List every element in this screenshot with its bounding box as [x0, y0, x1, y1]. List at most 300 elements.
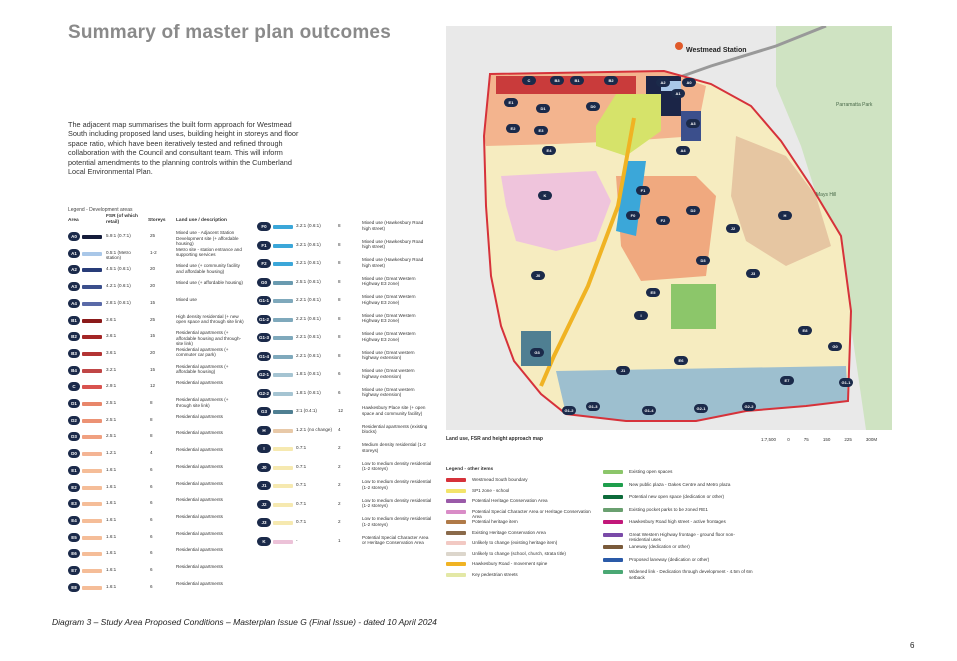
legend-description: Mixed use (Hawkesbury Road high street) — [362, 238, 424, 250]
legend-area-badge: G1-4 — [258, 353, 269, 359]
map-area-label: D2 — [686, 206, 700, 215]
legend-description: Mixed use - Adjacent Station Development site (+ affordable housing) — [176, 230, 239, 247]
other-legend-label: Great Western Highway frontage - ground floor non-residential uses — [629, 531, 735, 543]
legend-area-swatch — [82, 302, 102, 306]
legend-area-badge: A2 — [68, 265, 80, 274]
legend-storeys: 2 — [338, 519, 341, 524]
legend-area-badge: E3 — [68, 499, 80, 508]
legend-area-swatch — [273, 503, 293, 507]
other-legend-swatch — [603, 508, 623, 512]
legend-col-land: Land use / description — [176, 218, 227, 223]
other-legend-label: Existing Heritage Conservation Area — [472, 529, 546, 535]
legend-area-badge: G1-1 — [258, 298, 269, 303]
legend-description: Residential apartments — [176, 530, 223, 536]
legend-area-swatch — [82, 469, 102, 473]
legend-storeys: 8 — [150, 400, 153, 405]
legend-area-badge: F1 — [257, 241, 271, 250]
legend-heading: Legend - Development areas — [68, 207, 133, 213]
legend-description: Residential apartments — [176, 564, 223, 569]
legend-fsr: 2.9:1 — [106, 383, 117, 389]
scale-tick-label: 150 — [822, 437, 831, 442]
legend-fsr: 0.7:1 — [296, 482, 307, 487]
legend-area-badge: E6 — [68, 549, 80, 558]
legend-area-badge: J0 — [257, 463, 271, 472]
map-area-label: J0 — [531, 271, 545, 280]
other-legend-label: Potential new open space (dedication or other) — [629, 494, 724, 499]
legend-description: Mixed use (Great Western Highway E3 zone) — [362, 275, 416, 287]
legend-fsr: 3.2:1 (0.6:1) — [296, 223, 321, 228]
map-area-label: E1 — [504, 98, 518, 107]
map-area-label: G1-1 — [839, 378, 853, 387]
other-legend-swatch — [603, 570, 623, 574]
legend-description: Mixed use (Great western highway extension) — [362, 368, 415, 379]
map-area-label: G1-2 — [562, 406, 576, 415]
legend-storeys: 15 — [150, 366, 156, 372]
legend-description: Residential apartments — [176, 447, 223, 453]
other-legend-label: Hawkesbury Road - movement spine — [472, 561, 548, 566]
map-area-label: F2 — [656, 216, 670, 225]
legend-storeys: 12 — [338, 408, 344, 413]
legend-area-swatch — [273, 429, 293, 433]
masterplan-map — [446, 26, 892, 430]
legend-description: Residential apartments — [176, 580, 223, 586]
other-legend-heading: Legend - other items — [446, 467, 494, 472]
legend-storeys: 15 — [150, 333, 156, 339]
legend-description: Low to medium density residential (1-2 storeys) — [362, 497, 432, 509]
legend-area-badge: J1 — [257, 481, 271, 490]
legend-fsr: 4.5:1 (0.6:1) — [106, 266, 131, 272]
legend-description: Hawkesbury Place site (+ open space and community facility) — [362, 405, 426, 416]
legend-fsr: 2.5:1 (0.6:1) — [296, 278, 321, 284]
legend-area-badge: G1-2 — [258, 316, 269, 322]
legend-area-badge: B1 — [68, 316, 80, 325]
legend-area-badge: D1 — [68, 399, 80, 408]
legend-description: Residential apartments (+ affordable housing) — [176, 363, 229, 375]
legend-col-fsr: FSR (of which retail) — [106, 214, 138, 225]
legend-storeys: 8 — [338, 241, 341, 247]
legend-area-swatch — [82, 252, 102, 256]
legend-fsr: 2.2:1 (0.6:1) — [296, 334, 321, 339]
legend-fsr: 1.6:1 — [106, 533, 117, 539]
scale-ticks — [777, 437, 877, 442]
map-area-label: E7 — [780, 376, 794, 385]
legend-fsr: 3.6:1 — [106, 349, 117, 355]
legend-area-swatch — [273, 318, 293, 322]
legend-storeys: 2 — [338, 482, 341, 487]
legend-area-swatch — [82, 369, 102, 373]
other-legend-swatch — [603, 520, 623, 524]
legend-fsr: 3.6:1 — [106, 316, 117, 322]
legend-fsr: 2.5:1 — [106, 400, 117, 405]
legend-fsr: 1.2:1 — [106, 450, 117, 456]
other-legend-label: Potential Special Character Area or Heritage Conservation Area — [472, 508, 591, 520]
legend-storeys: 8 — [338, 334, 341, 339]
legend-area-badge: G0 — [257, 278, 271, 287]
legend-area-swatch — [273, 355, 293, 359]
legend-storeys: 6 — [150, 500, 153, 506]
map-area-label: G1-4 — [642, 406, 656, 415]
legend-area-swatch — [82, 486, 102, 490]
legend-storeys: 6 — [338, 389, 341, 395]
legend-fsr: 2.5:1 — [106, 416, 117, 422]
legend-storeys: 6 — [150, 466, 153, 472]
map-area-label: G2-2 — [742, 402, 756, 411]
map-area-label: E8 — [798, 326, 812, 335]
other-legend-swatch — [446, 520, 466, 524]
map-area-label: G0 — [828, 342, 842, 351]
legend-fsr: 2.2:1 (0.6:1) — [296, 297, 321, 302]
legend-fsr: 1.6:1 — [106, 583, 117, 589]
legend-area-swatch — [82, 536, 102, 540]
legend-fsr: 0.7:1 — [296, 463, 307, 469]
diagram-caption: Diagram 3 – Study Area Proposed Conditions – Masterplan Issue G (Final Issue) - dated 10 April 2024 — [52, 617, 437, 627]
intro-paragraph: The adjacent map summarises the built form approach for Westmead South including proposed land uses, building height in storeys and floor space ratio, which have been iteratively tested and refined through collaboration with the Council and consultant team. This will inform potential amendments to the planning controls within the Cumberland Local Environmental Plan. — [68, 120, 299, 177]
legend-storeys: 4 — [150, 450, 153, 456]
legend-area-swatch — [273, 447, 293, 451]
other-legend-label: Unlikely to change (existing heritage item) — [472, 540, 558, 545]
legend-fsr: 1.6:1 — [106, 466, 117, 472]
legend-area-badge: I — [257, 444, 271, 453]
map-area-label: G1-3 — [586, 402, 600, 411]
legend-description: Residential apartments (existing blocks) — [362, 423, 428, 435]
legend-area-swatch — [273, 392, 293, 396]
map-area-label: E5 — [646, 288, 660, 297]
legend-area-badge: F0 — [257, 222, 271, 231]
legend-fsr: 1.8:1 (0.6:1) — [296, 389, 321, 395]
other-legend-label: Potential Heritage Conservation Area — [472, 498, 548, 503]
legend-storeys: 8 — [150, 433, 153, 439]
legend-storeys: 6 — [150, 483, 153, 489]
legend-area-badge: A4 — [68, 299, 80, 308]
legend-area-swatch — [82, 569, 102, 573]
legend-storeys: 1 — [338, 537, 341, 543]
legend-area-swatch — [82, 435, 102, 439]
scale-tick-label: 225 — [844, 437, 852, 442]
legend-fsr: 3.2:1 — [106, 366, 117, 372]
legend-storeys: 8 — [338, 278, 341, 284]
legend-description: Mixed use (Great Western Highway E3 zone) — [362, 331, 416, 342]
legend-area-badge: A3 — [68, 282, 80, 291]
legend-area-swatch — [82, 385, 102, 389]
legend-fsr: 3.6:1 — [106, 333, 117, 339]
legend-area-swatch — [82, 352, 102, 356]
map-area-label: F1 — [636, 186, 650, 195]
map-area-label: E6 — [674, 356, 688, 365]
legend-fsr: 1.6:1 — [106, 567, 117, 572]
legend-area-swatch — [273, 244, 293, 248]
scale-tick-label: 75 — [803, 437, 809, 442]
legend-description: Residential apartments — [176, 430, 223, 436]
legend-description: Low to medium density residential (1-2 storeys) — [362, 460, 432, 472]
scale-tick-label: 300M — [865, 437, 878, 442]
legend-area-badge: E1 — [68, 466, 80, 475]
legend-storeys: 20 — [150, 266, 156, 272]
legend-fsr: 5.9:1 (0.7:1) — [106, 233, 131, 238]
map-area-label: J3 — [746, 269, 760, 278]
other-legend-label: Proposed laneway (dedication or other) — [629, 556, 710, 562]
legend-description: Residential apartments — [176, 480, 223, 486]
legend-area-swatch — [82, 552, 102, 556]
legend-fsr: 1.6:1 — [106, 500, 117, 506]
legend-description: Mixed use (Great Western Highway E3 zone) — [362, 294, 416, 305]
legend-fsr: 3.2:1 (0.6:1) — [296, 260, 321, 265]
other-legend-swatch — [446, 510, 466, 514]
legend-storeys: 1-2 — [150, 249, 157, 255]
other-legend-label: Potential heritage item — [472, 519, 518, 524]
legend-area-badge: K — [257, 537, 271, 546]
legend-area-badge: J3 — [257, 518, 271, 527]
map-area-label: H — [778, 211, 792, 220]
map-area-label: C — [522, 76, 536, 85]
legend-area-swatch — [82, 235, 102, 239]
page-number: 6 — [910, 641, 915, 650]
map-area-label: A3 — [686, 119, 700, 128]
legend-fsr: 2.8:1 (0.6:1) — [106, 299, 131, 305]
legend-area-swatch — [273, 225, 293, 229]
legend-description: Residential apartments — [176, 380, 223, 386]
page-title: Summary of master plan outcomes — [68, 22, 391, 43]
legend-description: Residential apartments — [176, 497, 223, 503]
map-area-label: J2 — [726, 224, 740, 233]
other-legend-swatch — [603, 545, 623, 549]
legend-area-swatch — [273, 540, 293, 544]
scale-ratio: 1:7,500 — [761, 437, 777, 442]
legend-fsr: 4.2:1 (0.6:1) — [106, 283, 131, 289]
legend-storeys: 25 — [150, 316, 156, 322]
legend-area-badge: E4 — [68, 516, 80, 525]
legend-description: Mixed use (Great Western Highway E3 zone) — [362, 312, 416, 324]
other-legend-swatch — [446, 531, 466, 535]
legend-fsr: 2.2:1 (0.6:1) — [296, 352, 321, 358]
legend-storeys: 8 — [338, 223, 341, 228]
legend-area-swatch — [82, 586, 102, 590]
legend-storeys: 12 — [150, 383, 156, 389]
legend-area-swatch — [273, 336, 293, 340]
other-legend-label: Westmead South boundary — [472, 477, 528, 482]
legend-area-swatch — [82, 519, 102, 523]
map-title: Land use, FSR and height approach map — [446, 436, 543, 442]
legend-area-badge: E8 — [68, 583, 80, 592]
legend-storeys: 6 — [150, 550, 153, 556]
legend-storeys: 8 — [338, 260, 341, 265]
legend-description: Residential apartments — [176, 413, 223, 419]
legend-description: Medium density residential (1-2 storeys) — [362, 442, 426, 453]
map-area-label: A0 — [682, 78, 696, 87]
legend-area-badge: E2 — [68, 483, 80, 492]
legend-storeys: 15 — [150, 299, 156, 305]
legend-fsr: 2.5:1 — [106, 433, 117, 439]
legend-fsr: - — [296, 537, 298, 543]
legend-storeys: 4 — [338, 426, 341, 432]
map-area-label: J1 — [616, 366, 630, 375]
other-legend-label: Key pedestrian streets — [472, 571, 518, 577]
map-area-label: I — [634, 311, 648, 320]
legend-area-badge: E5 — [68, 533, 80, 542]
legend-fsr: 0.7:1 — [296, 519, 307, 524]
other-legend-label: Existing open spaces — [629, 469, 673, 474]
legend-description: High density residential (+ new open space and through site link) — [176, 313, 244, 325]
legend-description: Potential Special Character Area or Heritage Conservation Area — [362, 534, 429, 546]
legend-fsr: 0.7:1 — [296, 445, 307, 450]
park-label: Parramatta Park — [836, 102, 873, 108]
map-area-label: K — [538, 191, 552, 200]
legend-area-swatch — [273, 466, 293, 470]
legend-description: Mixed use (Great western highway extension) — [362, 349, 415, 361]
legend-description: Mixed use (Great western highway extension) — [362, 386, 415, 398]
map-svg — [446, 26, 892, 430]
legend-area-swatch — [82, 335, 102, 339]
legend-fsr: 1.8:1 (0.6:1) — [296, 371, 321, 376]
other-legend-swatch — [603, 533, 623, 537]
legend-area-badge: H — [257, 426, 271, 435]
legend-area-swatch — [273, 373, 293, 377]
map-area-label: B1 — [570, 76, 584, 85]
legend-fsr: 1.6:1 — [106, 516, 117, 522]
legend-area-swatch — [82, 452, 102, 456]
legend-description: Mixed use (+ affordable housing) — [176, 280, 243, 286]
legend-area-swatch — [273, 521, 293, 525]
legend-storeys: 8 — [338, 297, 341, 302]
legend-fsr: 1.6:1 — [106, 483, 117, 489]
legend-fsr: 3:1 (0.4:1) — [296, 408, 317, 413]
legend-storeys: 6 — [150, 583, 153, 589]
legend-storeys: 8 — [150, 416, 153, 422]
legend-area-swatch — [82, 268, 102, 272]
other-legend-swatch — [603, 483, 623, 487]
legend-area-badge: A0 — [68, 232, 80, 241]
legend-description: Low to medium density residential (1-2 storeys) — [362, 516, 432, 527]
legend-area-badge: J2 — [257, 500, 271, 509]
legend-description: Mixed use (Hawkesbury Road high street) — [362, 257, 424, 268]
map-area-label: A2 — [656, 78, 670, 87]
legend-fsr: 0.7:1 — [296, 500, 307, 506]
legend-description: Metro site - station entrance and supporting services — [176, 246, 242, 258]
station-marker — [675, 42, 683, 50]
legend-storeys: 25 — [150, 233, 156, 238]
legend-area-badge: E7 — [68, 566, 80, 575]
legend-area-badge: F2 — [257, 259, 271, 268]
station-label: Westmead Station — [686, 47, 747, 54]
map-area-label: E3 — [534, 126, 548, 135]
other-legend-swatch — [603, 470, 623, 474]
legend-area-swatch — [273, 262, 293, 266]
scale-tick-label: 0 — [787, 437, 790, 442]
sydney-smith-park — [671, 284, 716, 329]
legend-area-swatch — [273, 281, 293, 285]
legend-area-badge: G2-1 — [258, 372, 269, 377]
legend-storeys: 8 — [338, 352, 341, 358]
legend-storeys: 8 — [338, 315, 341, 321]
legend-area-swatch — [273, 410, 293, 414]
legend-area-swatch — [82, 419, 102, 423]
legend-storeys: 20 — [150, 283, 156, 289]
other-legend-label: Hawkesbury Road high street - active frontages — [629, 519, 726, 524]
map-scale — [761, 437, 877, 442]
legend-description: Residential apartments (+ through site link) — [176, 397, 229, 408]
legend-col-storeys: Storeys — [148, 218, 166, 223]
legend-description: Mixed use — [176, 296, 197, 302]
legend-storeys: 6 — [150, 516, 153, 522]
other-legend-swatch — [446, 552, 466, 556]
legend-area-swatch — [82, 502, 102, 506]
legend-area-swatch — [82, 285, 102, 289]
other-legend-swatch — [446, 562, 466, 566]
legend-area-badge: G1-3 — [258, 335, 269, 340]
other-legend-swatch — [603, 558, 623, 562]
legend-storeys: 2 — [338, 500, 341, 506]
legend-area-badge: D0 — [68, 449, 80, 458]
other-legend-swatch — [446, 573, 466, 577]
other-legend-label: Laneway (dedication or other) — [629, 544, 690, 549]
legend-area-badge: A1 — [68, 249, 80, 258]
legend-fsr: 0.5:1 (Metro station) — [106, 249, 131, 261]
map-area-label: B2 — [604, 76, 618, 85]
legend-storeys: 20 — [150, 349, 156, 355]
map-area-label: D3 — [696, 256, 710, 265]
legend-col-area: Area — [68, 218, 79, 223]
other-legend-label: Unlikely to change (school, church, strata title) — [472, 550, 566, 556]
other-legend-label: Widened link - Dedication through development - 4.5m of 6m setback — [629, 569, 753, 580]
map-area-label: A1 — [671, 89, 685, 98]
legend-storeys: 6 — [338, 371, 341, 376]
legend-description: Low to medium density residential (1-2 storeys) — [362, 479, 432, 490]
legend-area-badge: B2 — [68, 332, 80, 341]
legend-area-swatch — [273, 299, 293, 303]
map-area-label: G2-1 — [694, 404, 708, 413]
legend-area-badge: G2-2 — [258, 390, 269, 396]
legend-description: Residential apartments — [176, 547, 223, 553]
map-area-label: E2 — [506, 124, 520, 133]
legend-area-swatch — [82, 319, 102, 323]
legend-fsr: 1.2:1 (no change) — [296, 426, 333, 432]
hill-label: Mays Hill — [816, 192, 837, 198]
map-area-label: B3 — [550, 76, 564, 85]
legend-area-badge: D3 — [68, 432, 80, 441]
legend-storeys: 2 — [338, 463, 341, 469]
legend-area-badge: B3 — [68, 349, 80, 358]
legend-area-badge: D2 — [68, 416, 80, 425]
map-area-label: E4 — [542, 146, 556, 155]
map-area-label: G3 — [530, 348, 544, 357]
legend-description: Residential apartments (+ affordable housing and through-site link) — [176, 330, 242, 347]
map-area-label: A4 — [676, 146, 690, 155]
map-area-label: D0 — [586, 102, 600, 111]
map-area-label: F0 — [626, 211, 640, 220]
legend-area-swatch — [273, 484, 293, 488]
legend-storeys: 6 — [150, 533, 153, 539]
legend-fsr: 2.2:1 (0.6:1) — [296, 315, 321, 321]
legend-fsr: 3.2:1 (0.6:1) — [296, 241, 321, 247]
legend-fsr: 1.6:1 — [106, 550, 117, 556]
legend-description: Residential apartments — [176, 463, 223, 469]
legend-description: Residential apartments (+ commuter car park) — [176, 346, 229, 358]
legend-area-badge: B4 — [68, 366, 80, 375]
special-character-area — [501, 171, 611, 251]
other-legend-swatch — [446, 478, 466, 482]
legend-storeys: 2 — [338, 445, 341, 450]
legend-area-swatch — [82, 402, 102, 406]
other-legend-label: New public plaza - Oakes Centre and Metro plaza — [629, 481, 731, 487]
other-legend-label: SP1 zone - school — [472, 487, 510, 493]
map-area-label: D1 — [536, 104, 550, 113]
other-legend-swatch — [446, 541, 466, 545]
legend-description: Mixed use (+ community facility and affordable housing) — [176, 263, 240, 274]
legend-area-badge: C — [68, 382, 80, 391]
other-legend-swatch — [603, 495, 623, 499]
legend-description: Residential apartments — [176, 513, 223, 519]
other-legend-swatch — [446, 489, 466, 493]
other-legend-label: Existing pocket parks to be zoned RE1 — [629, 506, 708, 512]
